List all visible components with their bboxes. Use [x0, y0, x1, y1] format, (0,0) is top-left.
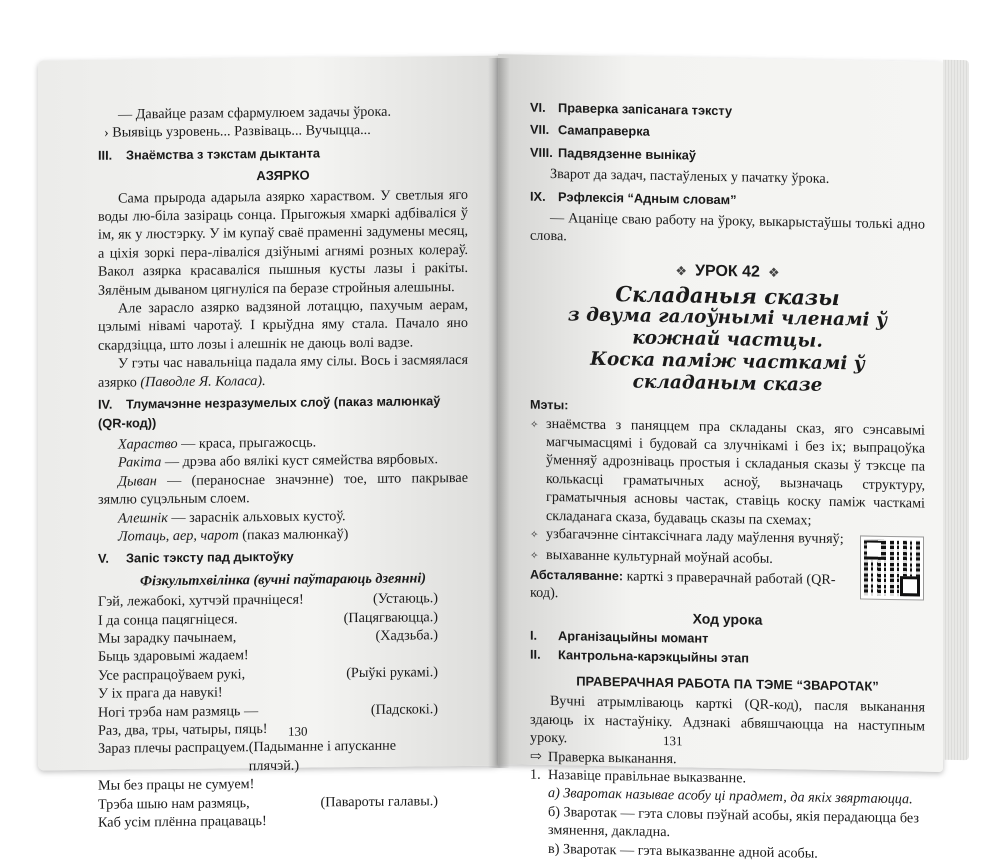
goals-label: Мэты: — [530, 397, 569, 413]
glossary-item: Алешнік — зараснік альховых кустоў. — [118, 507, 346, 527]
ornament-icon: ❖ — [675, 263, 688, 279]
book-spine — [488, 58, 510, 768]
lesson-heading: ❖ УРОК 42 ❖ — [675, 262, 780, 281]
check-intro: Вучні атрымліваюць карткі (QR-код), пасля выканання здаюць іх настаўніку. Адзнакі абвяшчаюцца на наступным уроку. — [530, 693, 925, 747]
section-heading-3: III. Знаёмства з тэкстам дыктанта — [98, 145, 320, 163]
check-question: 1. Назавіце правільнае выказванне. — [530, 766, 747, 787]
dictation-title: АЗЯРКО — [256, 167, 310, 184]
poem-line — [98, 792, 468, 814]
poem-text: Усе распрацоўваем рукі, — [98, 666, 246, 684]
poem-line — [98, 663, 468, 685]
left-page-content — [98, 102, 468, 832]
poem-text: У іх прага да навукі! — [98, 684, 223, 702]
glossary-item: Лотаць, аер, чарот (паказ малюнкаў) — [118, 526, 349, 545]
poem-action — [438, 773, 468, 792]
course-item-2: II. Кантрольна-карэкцыйны этап — [530, 646, 750, 666]
glossary-item: Ракіта — дрэва або вялікі куст сямейства вярбовых. — [118, 451, 438, 471]
intro-line-1: — Давайце разам сфармулюем задачы ўрока. — [118, 103, 392, 123]
section-heading-8: VIII. Падвядзенне вынікаў — [530, 144, 697, 163]
section-heading-7: VII. Самаправерка — [530, 122, 650, 140]
poem-text: Быць здаровымі жадаем! — [98, 647, 249, 666]
poem-action: (Устаюць.) — [373, 590, 438, 608]
poem-line — [98, 736, 468, 777]
poem-text: Зараз плечы распрацуем. — [98, 739, 249, 758]
check-option: б) Зваротак — гэта словы пэўнай асобы, якія перадаюцца без змянення, дакладна. — [548, 803, 919, 841]
poem-action: (Рыўкі рукамі.) — [346, 664, 438, 681]
poem-action — [438, 810, 468, 829]
poem — [98, 589, 468, 832]
poem-text: Раз, два, тры, чатыры, пяць! — [98, 721, 268, 739]
diamond-bullet-icon: ✧ — [530, 419, 539, 431]
lesson-title-line-3: Коска паміж часткамі ў складаным сказе — [590, 348, 865, 397]
page-number-right: 131 — [663, 732, 683, 749]
section-heading-6: VI. Праверка запісанага тэксту — [530, 99, 733, 119]
lesson-title-line-1: Складаныя сказы — [615, 281, 840, 311]
section-heading-4: IV. Тлумачэнне незразумелых слоў (паказ малюнкаў (QR-код)) — [98, 393, 441, 431]
dictation-paragraph-3: У гэты час навальніца падала яму сілы. Вось і засмяялася азярко (Паводле Я. Коласа). — [98, 352, 468, 391]
poem-action — [438, 718, 468, 737]
poem-text: Трэба шыю нам размяць, — [98, 794, 250, 813]
section-heading-9: IX. Рэфлексія “Адным словам” — [530, 188, 737, 207]
poem-title: Фізкультхвілінка (вучні паўтараюць дзеянні) — [139, 570, 427, 590]
poem-action: (Падыманне і апусканне плячэй.) — [248, 738, 397, 775]
poem-line — [98, 626, 468, 648]
open-book — [18, 40, 983, 862]
diamond-bullet-icon: ✧ — [530, 550, 539, 562]
poem-action — [438, 681, 468, 700]
poem-action: (Хадзьба.) — [375, 627, 438, 644]
dictation-paragraph-2: Але зарасло азярко вадзяной лотаццю, пахучым аерам, цэлымі нівамі чаротаў. І крыўдна яму стала. Пачало яно скардзіцца, што лозы і алешнік не даюць волі вадзе. — [98, 296, 468, 354]
poem-text: І да сонца пацягніцеся. — [98, 610, 238, 629]
goal-item: ✧ знаёмства з паняццем пра складаны сказ, яго сэнсавымі магчымасцямі і будовай са злучнікамі і без іх; выпрацоўка ўменняў адрозніваць простыя і складаныя сказы ў тэксце па колькасці граматычных асноў, вызначаць структуру, граматычныя асновы частак, ставіць коску паміж часткамі складанага сказа, будаваць сказы па схемах; — [530, 415, 925, 529]
glossary-item: Дыван — (пераноснае значэнне) тое, што пакрывае зямлю суцэльным слоем. — [98, 469, 468, 508]
left-page — [38, 56, 498, 831]
intro-line-2: › Выявіць узровень... Развіваць... Вучыцца... — [104, 122, 371, 142]
poem-action: (Падскокі.) — [370, 700, 438, 718]
dictation-paragraph-1: Сама прырода адарыла азярко харaством. У светлыя яго воды лю-біла зазіраць сонца. Прыгожыя хмаркі адбіваліся ў ім, як у люстэрку. У ім купаў сваё праменні задумены месяц, а ціхія зоркі пера-ліваліся дзіўнымі агнямі розных колераў. Вакол азярка красаваліся пышныя кусты лазы і ракіты. Зялёным дываном цягнуліся па беразе стройныя алешыны. — [98, 186, 468, 299]
diamond-bullet-icon: ✧ — [530, 529, 539, 541]
qr-code-icon — [861, 537, 923, 600]
poem-text: Мы зарадку пачынаем, — [98, 629, 237, 647]
bullet-icon: › — [104, 125, 109, 142]
course-title: Ход урока — [692, 610, 763, 628]
poem-action: (Павароты галавы.) — [320, 792, 438, 811]
poem-line — [98, 699, 468, 721]
check-option: а) Зваротак называе асобу ці прадмет, да якіх звяртаюцца. — [548, 785, 913, 808]
poem-text: Мы без працы не сумуем! — [98, 776, 255, 794]
page-edges — [943, 60, 969, 760]
section-heading-5: V. Запіс тэксту пад дыктоўку — [98, 549, 294, 567]
check-option: в) Зваротак — гэта выказванне адной асобы. — [548, 840, 818, 862]
goal-item: ✧ узбагачэнне сінтаксічнага ладу маўлення вучняў; — [530, 526, 844, 548]
page-number-left: 130 — [288, 723, 308, 739]
poem-line — [98, 810, 468, 832]
check-work-title: ПРАВЕРАЧНАЯ РАБОТА ПА ТЭМЕ “ЗВАРОТАК” — [576, 673, 879, 694]
equipment-line: Абсталяванне: карткі з праверачнай работай (QR-код). — [530, 567, 836, 602]
summary-text: Зварот да задач, пастаўленых у пачатку ўрока. — [550, 166, 830, 188]
poem-action — [438, 644, 468, 663]
course-item-1: I. Арганізацыйны момант — [530, 627, 709, 646]
lesson-title-line-2: з двума галоўнымі членамі ў кожнай частцы. — [567, 304, 888, 353]
poem-text: Гэй, лежабокі, хутчэй прачнiцеся! — [98, 591, 304, 610]
check-step: ⇨ Праверка выканання. — [530, 748, 677, 767]
goal-item: ✧ выхаванне культурнай моўнай асобы. — [530, 546, 773, 567]
ornament-icon: ❖ — [767, 264, 780, 280]
reflection-text: — Ацаніце сваю работу на ўроку, выкарыстаўшы толькі адно слова. — [530, 210, 925, 245]
right-page — [498, 54, 943, 862]
glossary-item: Хараство — краса, прыгажосць. — [118, 434, 317, 453]
poem-action: (Пацягваюцца.) — [343, 608, 438, 626]
poem-text: Каб усім плённа працаваць! — [98, 813, 267, 831]
arrow-right-icon: ⇨ — [530, 748, 542, 765]
dictation-source: (Паводле Я. Коласа). — [140, 372, 266, 391]
goals-rest — [530, 525, 925, 610]
poem-text: Ногі трэба нам размяць — — [98, 702, 259, 721]
right-page-content — [530, 99, 925, 865]
